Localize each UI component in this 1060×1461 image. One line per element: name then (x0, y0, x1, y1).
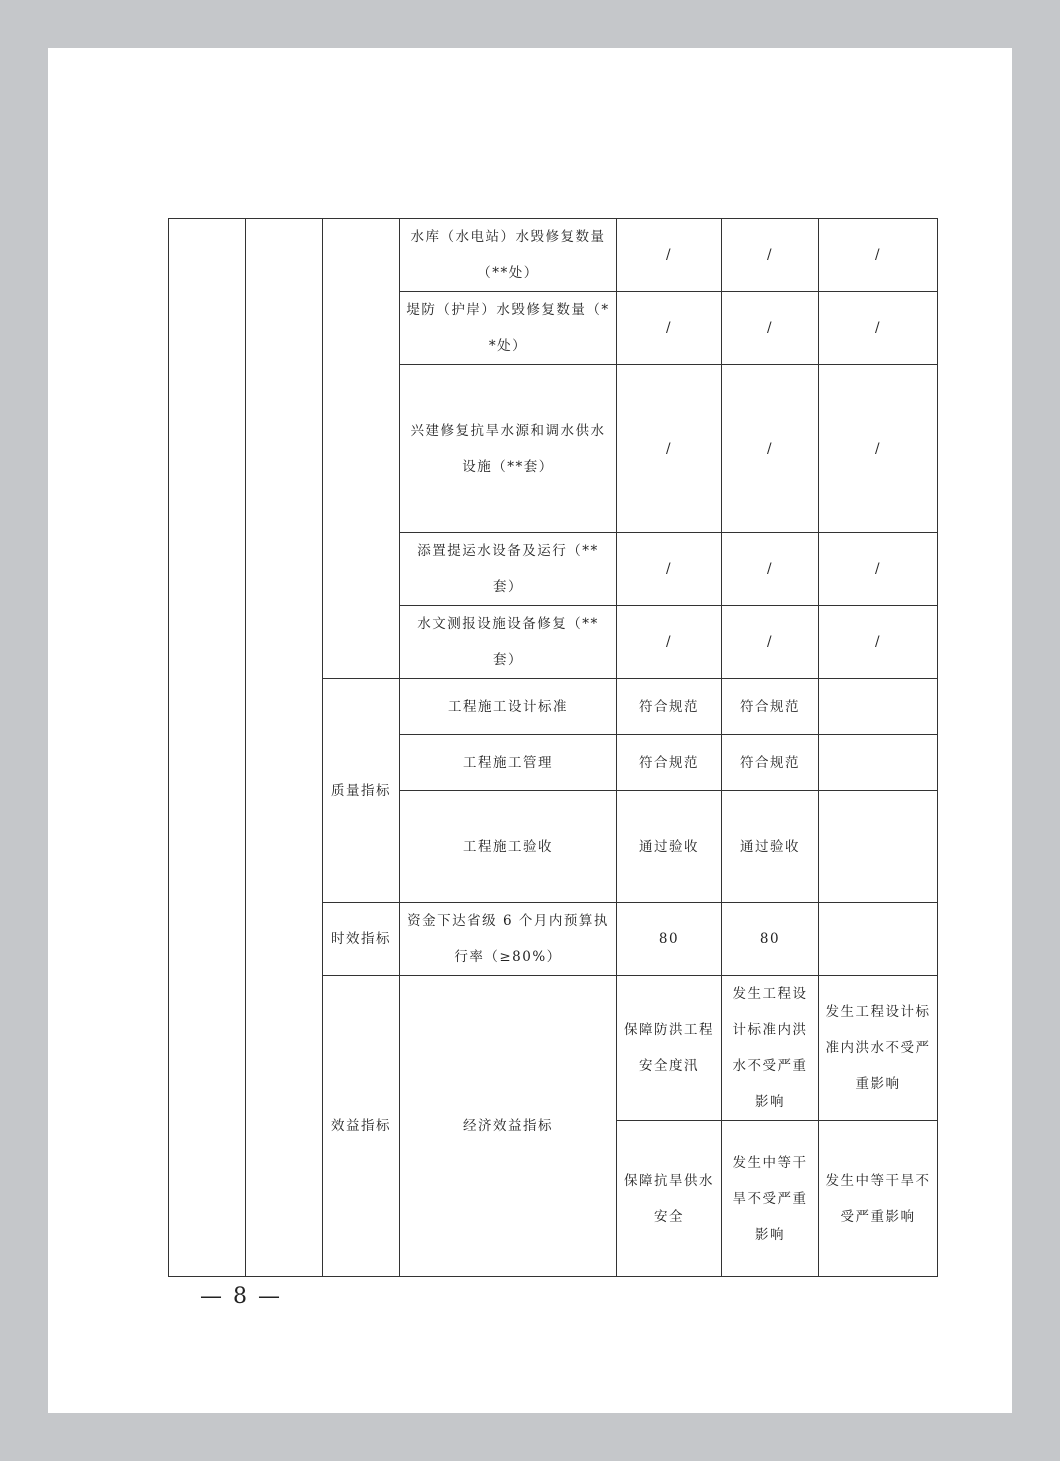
actual-value: / (722, 606, 819, 679)
timeliness-indicator-label: 时效指标 (323, 903, 400, 976)
indicator-name: 添置提运水设备及运行（**套） (400, 533, 617, 606)
actual-value: / (722, 533, 819, 606)
level2-cell-empty (246, 219, 323, 1277)
target-value: 符合规范 (617, 679, 722, 735)
actual-value: 80 (722, 903, 819, 976)
performance-indicator-table (168, 218, 938, 1277)
economic-benefit-label: 经济效益指标 (400, 976, 617, 1277)
score-value (819, 903, 938, 976)
score-value (819, 791, 938, 903)
actual-value: 符合规范 (722, 679, 819, 735)
indicator-name: 工程施工管理 (400, 735, 617, 791)
benefit-indicator-label: 效益指标 (323, 976, 400, 1277)
score-value: / (819, 292, 938, 365)
target-value: / (617, 533, 722, 606)
score-value: / (819, 606, 938, 679)
indicator-name: 保障防洪工程安全度汛 (617, 976, 722, 1121)
document-page (48, 48, 1012, 1413)
target-value: 发生工程设计标准内洪水不受严重影响 (722, 976, 819, 1121)
target-value: / (617, 365, 722, 533)
indicator-name: 资金下达省级 6 个月内预算执行率（≥80%） (400, 903, 617, 976)
target-value: 符合规范 (617, 735, 722, 791)
level1-cell-empty (169, 219, 246, 1277)
target-value: 发生中等干旱不受严重影响 (722, 1121, 819, 1277)
indicator-name: 堤防（护岸）水毁修复数量（**处） (400, 292, 617, 365)
score-value (819, 735, 938, 791)
indicator-name: 兴建修复抗旱水源和调水供水设施（**套） (400, 365, 617, 533)
indicator-name: 水文测报设施设备修复（**套） (400, 606, 617, 679)
quality-indicator-label: 质量指标 (323, 679, 400, 903)
actual-value: 符合规范 (722, 735, 819, 791)
score-value: / (819, 219, 938, 292)
actual-value: 发生工程设计标准内洪水不受严重影响 (819, 976, 938, 1121)
target-value: 通过验收 (617, 791, 722, 903)
indicator-name: 工程施工设计标准 (400, 679, 617, 735)
page-number: — 8 — (200, 1284, 282, 1309)
actual-value: / (722, 365, 819, 533)
target-value: / (617, 292, 722, 365)
indicator-name: 水库（水电站）水毁修复数量（**处） (400, 219, 617, 292)
score-value: / (819, 533, 938, 606)
table-row (169, 219, 938, 292)
quantity-indicator-cell-empty (323, 219, 400, 679)
actual-value: 发生中等干旱不受严重影响 (819, 1121, 938, 1277)
indicator-name: 保障抗旱供水安全 (617, 1121, 722, 1277)
actual-value: / (722, 219, 819, 292)
target-value: 80 (617, 903, 722, 976)
actual-value: 通过验收 (722, 791, 819, 903)
target-value: / (617, 606, 722, 679)
score-value: / (819, 365, 938, 533)
score-value (819, 679, 938, 735)
target-value: / (617, 219, 722, 292)
indicator-name: 工程施工验收 (400, 791, 617, 903)
actual-value: / (722, 292, 819, 365)
